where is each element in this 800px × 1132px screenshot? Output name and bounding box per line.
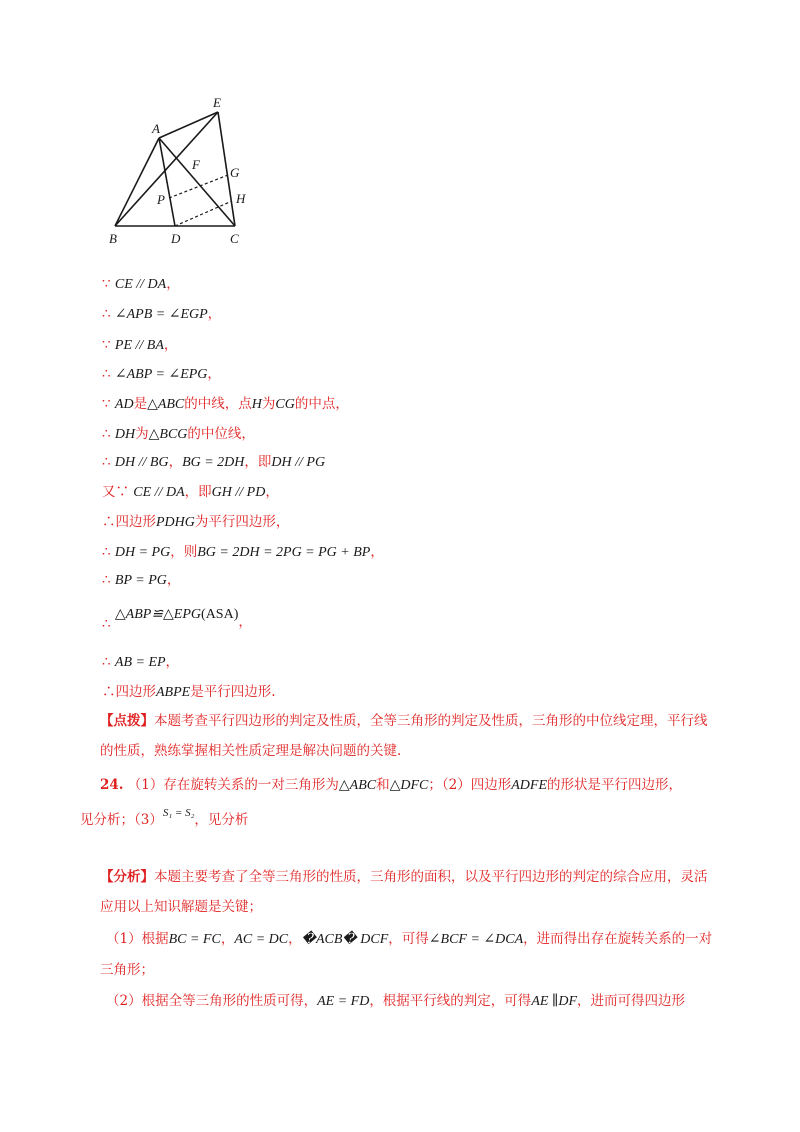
label-b: B: [109, 231, 117, 246]
segment-pg-dashed: [169, 175, 228, 198]
label-e: E: [213, 95, 221, 110]
analysis-paragraph: 【分析】本题主要考查了全等三角形的性质，三角形的面积，以及平行四边形的判定的综合应用，灵活应用以上知识解题是关键；: [100, 869, 708, 915]
proof-line-5: ∵ AD是△ABC的中线，点H为CG的中点，: [102, 396, 349, 412]
proof-line-14: ∴四边形ABPE是平行四边形.: [102, 684, 276, 700]
label-c: C: [230, 231, 239, 246]
proof-line-11: ∴ BP = PG，: [102, 572, 181, 588]
label-p: P: [157, 192, 165, 207]
label-a: A: [152, 121, 160, 136]
proof-line-7: ∴ DH // BG，BG = 2DH，即DH // PG: [102, 454, 326, 470]
segment-ae: [159, 112, 218, 138]
proof-line-8: 又∵ CE // DA，即GH // PD，: [102, 484, 279, 500]
analysis-step-1: （1）根据BC = FC，AC = DC，�ACB� DCF，可得∠BCF = ∠DCA，进而得出存在旋转关系的一对三角形；: [100, 931, 713, 978]
geometry-figure: [100, 92, 260, 248]
proof-line-13: ∴ AB = EP，: [102, 654, 180, 670]
segment-ad: [159, 138, 175, 226]
label-d: D: [171, 231, 181, 246]
label-f: F: [192, 157, 200, 172]
proof-line-3: ∵ PE // BA，: [102, 337, 178, 353]
proof-line-2: ∴ ∠APB = ∠EGP，: [102, 306, 222, 322]
proof-line-1: ∵ CE // DA，: [102, 276, 180, 292]
comment-paragraph: 【点拨】本题考查平行四边形的判定及性质，全等三角形的判定及性质，三角形的中位线定理，平行线的性质，熟练掌握相关性质定理是解决问题的关键.: [100, 713, 708, 759]
label-h: H: [236, 191, 246, 206]
proof-line-10: ∴ DH = PG，则BG = 2DH = 2PG = PG + BP，: [102, 544, 384, 560]
segment-ba: [115, 138, 159, 226]
proof-line-6: ∴ DH为△BCG的中位线，: [102, 426, 255, 442]
proof-line-4: ∴ ∠ABP = ∠EPG，: [102, 366, 221, 382]
q24-answer: 24. （1）存在旋转关系的一对三角形为△ABC和△DFC；（2）四边形ADFE的形状是平行四边形， 见分析；$(3)^{S_1 = S_2}$，见分析: [80, 777, 682, 828]
segment-be: [115, 112, 218, 226]
analysis-step-2: （2）根据全等三角形的性质可得，AE = FD，根据平行线的判定，可得AE ∥DF，进而可得四边形: [106, 993, 686, 1009]
proof-line-9: ∴四边形PDHG为平行四边形，: [102, 514, 290, 530]
proof-line-12: ∴ △ABP≌△EPG(ASA)，: [102, 607, 252, 632]
label-g: G: [230, 165, 240, 180]
